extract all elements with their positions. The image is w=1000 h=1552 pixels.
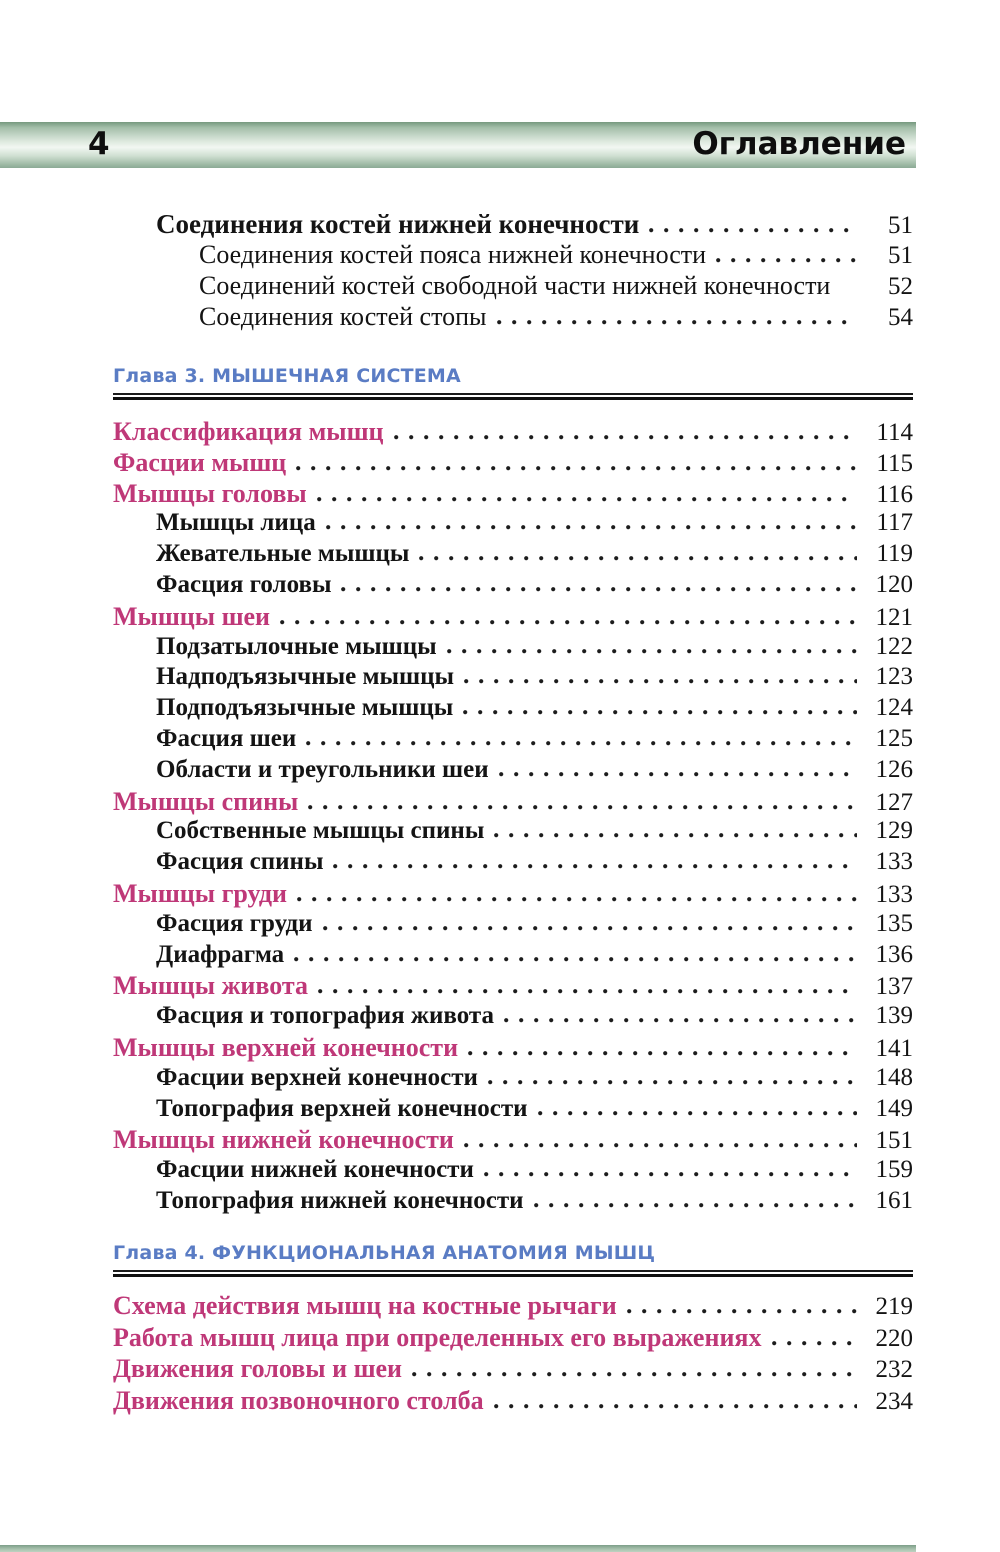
toc-rows [113,207,913,331]
dot-leader [484,1080,857,1085]
dot-leader [836,289,857,294]
toc-entry-page: 149 [875,1094,913,1122]
toc-entry-label: Фасция и топография живота [156,1002,495,1030]
dot-leader [459,710,857,715]
dot-leader [460,1143,857,1148]
toc-entry-page: 120 [875,570,913,598]
toc-entry-page: 133 [875,848,913,876]
toc-entry-label: Движения головы и шеи [113,1354,403,1383]
dot-leader [768,1341,858,1346]
toc-entry-page: 51 [888,212,913,239]
toc-entry-label: Жевательные мышцы [156,540,410,568]
toc-entry [113,1154,913,1185]
toc-entry-label: Собственные мышцы спины [156,817,485,845]
toc-entry-page: 232 [875,1356,913,1383]
toc-entry-page: 123 [875,663,913,691]
toc-entry-page: 135 [875,909,913,937]
toc-entry-page: 126 [875,755,913,783]
toc-entry-page: 141 [875,1034,913,1062]
dot-leader [500,1018,857,1023]
toc-entry-label: Соединений костей свободной части нижней конечности [199,271,831,300]
dot-leader [534,1111,857,1116]
toc-entry-page: 116 [876,480,913,508]
toc-entry [113,1289,913,1321]
toc-entry-label: Подподъязычные мышцы [156,694,454,722]
toc-entry-label: Классификация мышц [113,417,384,446]
dot-leader [408,1372,857,1377]
toc-section-joints [113,207,913,331]
toc-entry-label: Области и треугольники шеи [156,755,489,783]
toc-entry [113,815,913,846]
toc-entry [113,446,913,477]
dot-leader [530,1203,857,1208]
toc-entry-label: Мышцы лица [156,509,316,537]
toc-entry-label: Фасции нижней конечности [156,1156,474,1184]
chapter4-heading: Глава 4. ФУНКЦИОНАЛЬНАЯ АНАТОМИЯ МЫШЦ [113,1242,656,1264]
dot-leader [292,466,857,471]
page-footer-bar [0,1545,916,1552]
toc-entry-page: 115 [876,449,913,477]
toc-entry-page: 125 [875,724,913,752]
toc-entry-page: 161 [875,1186,913,1214]
toc-entry-page: 139 [875,1002,913,1030]
toc-entry-label: Топография нижней конечности [156,1186,524,1214]
dot-leader [712,258,857,263]
toc-entry [113,600,913,631]
dot-leader [490,833,857,838]
toc-entry [113,1352,913,1384]
toc-entry [113,939,913,970]
toc-entry-label: Схема действия мышц на костные рычаги [113,1291,617,1320]
dot-leader [480,1172,857,1177]
toc-entry-label: Фасция шеи [156,724,297,752]
dot-leader [460,679,857,684]
dot-leader [443,649,857,654]
toc-entry-label: Диафрагма [156,940,285,968]
toc-entry [113,969,913,1000]
header-title: Оглавление [692,126,906,162]
toc-entry [113,1185,913,1216]
toc-entry [113,754,913,785]
toc-entry-label: Мышцы головы [113,478,307,508]
toc-entry-page: 159 [875,1156,913,1184]
dot-leader [623,1309,857,1314]
toc-entry-page: 234 [875,1387,913,1415]
dot-leader [464,1051,857,1056]
toc-entry-page: 151 [875,1127,913,1155]
dot-leader [313,497,857,502]
toc-entry-page: 148 [875,1063,913,1091]
toc-entry-page: 136 [875,940,913,968]
toc-entry [113,507,913,538]
toc-entry [113,1000,913,1031]
chapter3-heading: Глава 3. МЫШЕЧНАЯ СИСТЕМА [113,365,461,387]
toc-entry-label: Топография верхней конечности [156,1094,528,1122]
toc-entry-label: Мышцы верхней конечности [113,1032,459,1062]
toc-entry-label: Подзатылочные мышцы [156,632,437,660]
toc-entry [113,415,913,446]
toc-entry [113,1093,913,1124]
toc-entry [113,631,913,662]
toc-rows [113,1289,913,1415]
toc-entry [113,661,913,692]
toc-entry-label: Мышцы живота [113,971,309,1001]
toc-entry-label: Соединения костей стопы [199,302,487,331]
dot-leader [495,772,857,777]
toc-rows [113,415,913,1216]
toc-entry-page: 219 [875,1293,913,1320]
toc-entry [113,477,913,508]
toc-entry [113,1321,913,1353]
toc-entry [113,1062,913,1093]
toc-entry-page: 51 [888,242,913,269]
toc-entry-page: 54 [888,304,913,331]
dot-leader [304,805,857,810]
toc-entry-page: 137 [875,973,913,1001]
dot-leader [329,864,857,869]
toc-entry-page: 52 [888,273,913,300]
toc-entry-page: 133 [875,880,913,908]
toc-entry-label: Движения позвоночного столба [113,1385,484,1415]
toc-entry-page: 122 [875,632,913,660]
toc-entry-page: 119 [876,540,913,568]
toc-entry-page: 121 [875,603,913,631]
page-header-bar [0,122,916,168]
dot-leader [290,957,857,962]
dot-leader [322,525,857,530]
toc-entry [113,300,913,331]
toc-entry [113,908,913,939]
chapter4-heading-rule [113,1270,913,1277]
toc-entry-label: Надподъязычные мышцы [156,663,455,691]
toc-entry [113,238,913,269]
toc-entry-label: Мышцы спины [113,786,299,816]
toc-entry [113,538,913,569]
toc-entry [113,207,913,238]
toc-entry [113,569,913,600]
toc-entry-label: Фасция головы [156,570,332,598]
toc-entry [113,692,913,723]
toc-entry-page: 129 [875,817,913,845]
toc-entry-label: Соединения костей нижней конечности [156,209,640,239]
toc-entry [113,1031,913,1062]
toc-entry-label: Фасция спины [156,848,324,876]
toc-entry-label: Фасции верхней конечности [156,1063,478,1091]
toc-entry-label: Фасция груди [156,909,313,937]
toc-entry [113,1384,913,1416]
toc-entry-label: Фасции мышц [113,447,287,477]
toc-entry-label: Мышцы нижней конечности [113,1125,454,1155]
dot-leader [314,989,857,994]
toc-entry [113,1123,913,1154]
dot-leader [293,897,857,902]
dot-leader [337,587,857,592]
toc-section-muscular-system [113,415,913,1216]
dot-leader [276,620,857,625]
toc-entry [113,877,913,908]
dot-leader [645,228,857,233]
toc-entry-page: 117 [876,509,913,537]
dot-leader [490,1404,857,1409]
dot-leader [493,320,858,325]
toc-entry-label: Работа мышц лица при определенных его выражениях [113,1322,762,1352]
chapter3-heading-block [113,364,913,400]
dot-leader [319,926,857,931]
toc-entry-page: 220 [875,1324,913,1352]
toc-entry-label: Мышцы груди [113,878,287,908]
toc-entry [113,785,913,816]
toc-entry [113,269,913,300]
dot-leader [302,741,857,746]
chapter4-heading-block [113,1241,913,1277]
dot-leader [390,435,857,440]
toc-entry [113,846,913,877]
toc-entry-page: 114 [876,419,913,446]
toc-entry-label: Соединения костей пояса нижней конечности [199,240,707,269]
toc-entry [113,723,913,754]
dot-leader [415,556,857,561]
chapter3-heading-rule [113,393,913,400]
page-number: 4 [88,126,110,162]
toc-section-functional-anatomy [113,1289,913,1415]
toc-entry-page: 124 [875,694,913,722]
toc-entry-label: Мышцы шеи [113,601,271,631]
toc-entry-page: 127 [875,788,913,816]
